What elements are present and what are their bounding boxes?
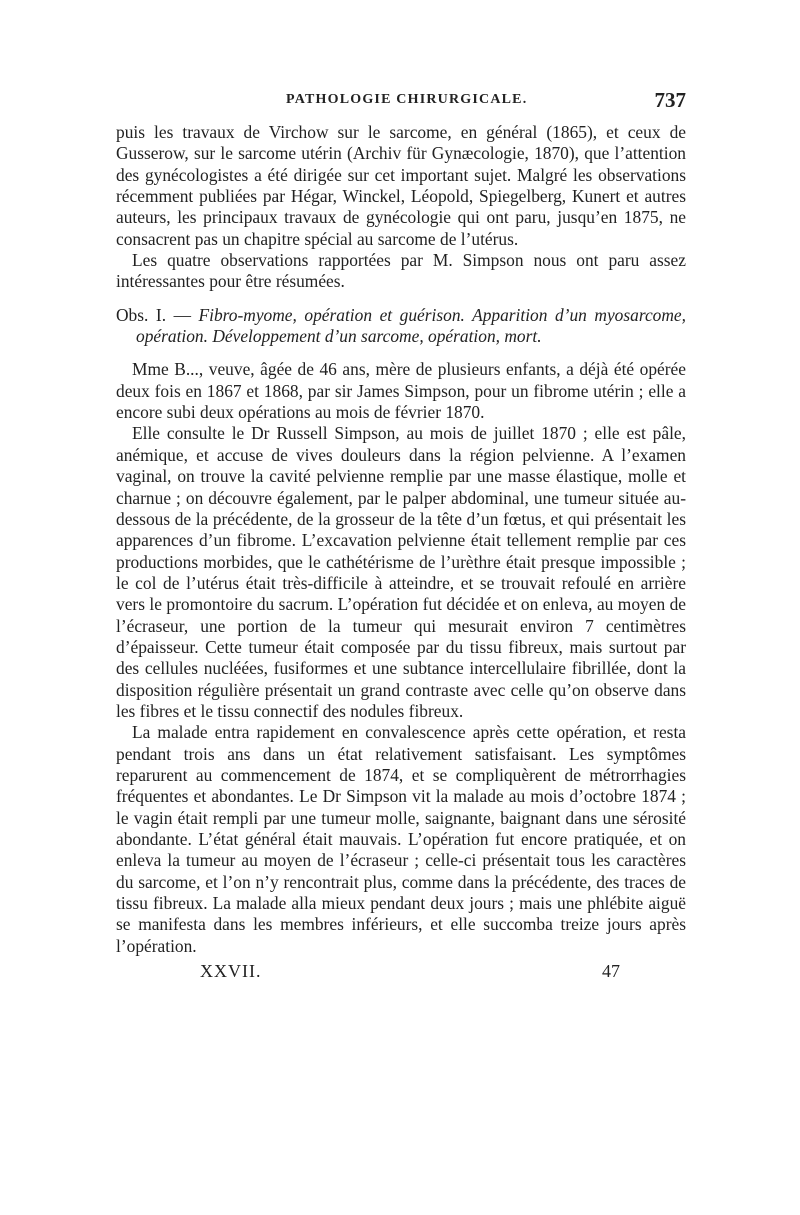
page-footer xyxy=(116,961,686,987)
running-head xyxy=(116,88,686,122)
running-title: PATHOLOGIE CHIRURGICALE. xyxy=(286,92,528,107)
page-number: 737 xyxy=(654,88,686,112)
observation-paragraph-2: Elle consulte le Dr Russell Simpson, au mois de juillet 1870 ; elle est pâle, anémique, et accuse de vives douleurs dans la région pelvienne. A l’examen vaginal, on trouve la cavité pelvienne remplie par une masse élastique, molle et charnue ; on découvre également, par le palper abdominal, une tumeur située au-dessous de la précédente, de la grosseur de la tête d’un fœtus, et qui présentait les apparences d’un fibrome. L’excavation pelvienne était tellement remplie par ces productions morbides, que le cathétérisme de l’urèthre était presque impossible ; le col de l’utérus était très-difficile à atteindre, et se trouvait refoulé en arrière vers le promontoire du sacrum. L’opération fut décidée et on enleva, au moyen de l’écraseur, une portion de la tumeur qui mesurait environ 7 centimètres d’épaisseur. Cette tumeur était composée par du tissu fibreux, mais surtout par des cellules nucléées, fusiformes et une subtance intercellulaire fibrillée, dont la disposition régulière présentait un grand contraste avec celle qu’on observe dans les fibres et le tissu connectif des nodules fibreux. xyxy=(116,423,686,721)
observation-heading xyxy=(116,305,686,348)
observation-title: Fibro-myome, opération et guérison. Apparition d’un myosarcome, opération. Développement d’un sarcome, opération, mort. xyxy=(136,304,686,347)
observation-paragraph-3: La malade entra rapidement en convalescence après cette opération, et resta pendant trois ans dans un état relativement satisfaisant. Les symptômes reparurent au commencement de 1874, et se compliquèrent de métrorrhagies fréquentes et abondantes. Le Dr Simpson vit la malade au mois d’octobre 1874 ; le vagin était rempli par une tumeur molle, saignante, baignant dans une sérosité abondante. L’état général était mauvais. L’opération fut encore pratiquée, et on enleva la tumeur au moyen de l’écraseur ; celle-ci présentait tous les caractères du sarcome, et l’on n’y rencontrait plus, comme dans la précédente, des traces de tissu fibreux. La malade alla mieux pendant deux jours ; mais une phlébite aiguë se manifesta dans les membres inférieurs, et elle succomba treize jours après l’opération. xyxy=(116,722,686,956)
book-page xyxy=(116,88,686,987)
intro-paragraph-2: Les quatre observations rapportées par M. Simpson nous ont paru assez intéressantes pour être résumées. xyxy=(116,250,686,292)
sheet-number: 47 xyxy=(602,961,620,982)
intro-paragraph-1: puis les travaux de Virchow sur le sarcome, en général (1865), et ceux de Gusserow, sur le sarcome utérin (Archiv für Gynæcologie, 1870), que l’attention des gynécologistes a été dirigée sur cet important sujet. Malgré les observations récemment publiées par Hégar, Winckel, Léopold, Spiegelberg, Kunert et autres auteurs, les principaux travaux de gynécologie qui ont paru, jusqu’en 1875, ne consacrent pas un chapitre spécial au sarcome de l’utérus. xyxy=(116,122,686,249)
signature-mark: XXVII. xyxy=(200,961,262,982)
observation-label: Obs. I. — xyxy=(116,304,191,325)
observation-paragraph-1: Mme B..., veuve, âgée de 46 ans, mère de plusieurs enfants, a déjà été opérée deux fois en 1867 et 1868, par sir James Simpson, pour un fibrome utérin ; elle a encore subi deux opérations au mois de février 1870. xyxy=(116,359,686,423)
